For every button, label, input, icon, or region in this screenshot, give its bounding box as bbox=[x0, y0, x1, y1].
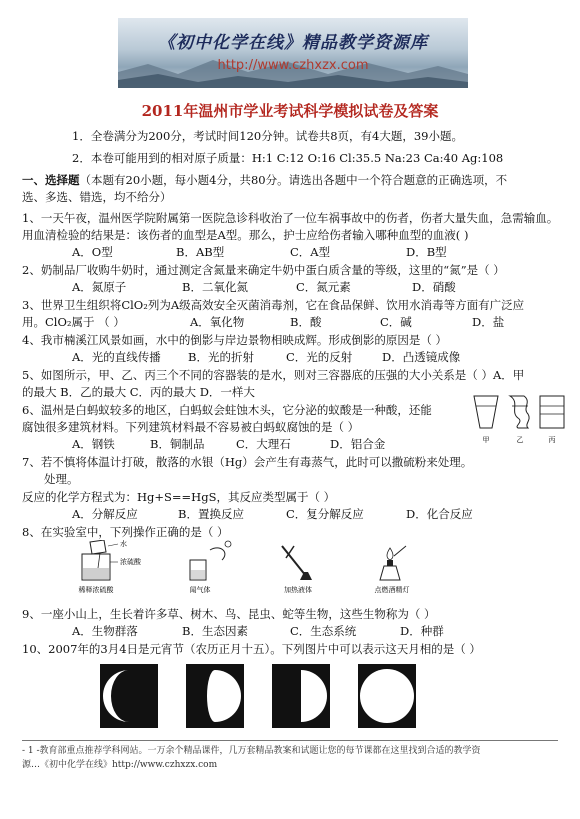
q6-option-d: D．铝合金 bbox=[330, 437, 386, 451]
q9-option-d: D．种群 bbox=[400, 624, 444, 638]
q8-label-water: 水 bbox=[120, 540, 127, 548]
note-2: 2．本卷可能用到的相对原子质量：H:1 C:12 O:16 Cl:35.5 Na:23 Ca:40 Ag:108 bbox=[72, 151, 504, 165]
header-banner bbox=[118, 18, 468, 88]
banner-url[interactable]: http://www.czhxzx.com bbox=[217, 58, 369, 73]
banner-title: 《初中化学在线》精品教学资源库 bbox=[158, 33, 428, 53]
q3-text-1: 3、世界卫生组织将ClO₂列为A级高效安全灭菌消毒剂，它在食品保鲜、饮用水消毒等方面有广泛应 bbox=[22, 298, 525, 312]
q7-text-3: 反应的化学方程式为：Hg+S==HgS，其反应类型属于（ ） bbox=[22, 490, 336, 504]
q3-option-c: C．碱 bbox=[380, 315, 412, 329]
q8-caption-a: 稀释浓硫酸 bbox=[78, 586, 114, 594]
q6-option-a: A．钢铁 bbox=[72, 437, 115, 451]
q7-text-2: 处理。 bbox=[44, 472, 79, 486]
footer-divider bbox=[22, 740, 558, 741]
q10-moon-phases-figure bbox=[100, 664, 420, 730]
section-1-instructions-2: 选、多选、错选，均不给分） bbox=[22, 190, 172, 204]
moon-phase-b-icon bbox=[186, 664, 244, 728]
q8-text-1: 8、在实验室中，下列操作正确的是（ ） bbox=[22, 525, 229, 539]
footer-line-2: 源…《初中化学在线》http://www.czhxzx.com bbox=[22, 760, 218, 770]
q1-option-a: A．O型 bbox=[72, 245, 113, 259]
q1-option-d: D．B型 bbox=[406, 245, 447, 259]
q7-option-a: A．分解反应 bbox=[72, 507, 138, 521]
q9-option-a: A．生物群落 bbox=[72, 624, 138, 638]
q7-option-c: C．复分解反应 bbox=[286, 507, 364, 521]
q9-text-1: 9、一座小山上，生长着许多草、树木、鸟、昆虫、蛇等生物，这些生物称为（ ） bbox=[22, 607, 436, 621]
q3-option-b: B．酸 bbox=[290, 315, 322, 329]
q6-text-2: 腐蚀很多建筑材料。下列建筑材料最不容易被白蚂蚁腐蚀的是（ ） bbox=[22, 420, 360, 434]
q6-option-c: C．大理石 bbox=[236, 437, 291, 451]
q5-label-yi: 乙 bbox=[516, 436, 524, 444]
footer-line-1: - 1 -教育部重点推荐学科网站。一万余个精品课件，几万套精品教案和试题让您的每节课都在这里找到合适的教学资 bbox=[22, 746, 481, 756]
q8-caption-d: 点燃酒精灯 bbox=[374, 586, 410, 594]
section-1-instructions: （本题有20小题，每小题4分，共80分。请选出各题中一个符合题意的正确选项，不 bbox=[79, 173, 508, 187]
q5-label-jia: 甲 bbox=[482, 436, 490, 444]
q4-text-1: 4、我市楠溪江风景如画，水中的倒影与岸边景物相映成辉。形成倒影的原因是（ ） bbox=[22, 333, 447, 347]
q2-text-1: 2、奶制品厂收购牛奶时，通过测定含氮量来确定牛奶中蛋白质含量的等级，这里的“氮”是（ ） bbox=[22, 263, 505, 277]
q8-caption-b: 闻气体 bbox=[189, 586, 211, 594]
q5-text-2: 的最大 B．乙的最大 C．丙的最大 D．一样大 bbox=[22, 385, 255, 399]
q9-option-b: B．生态因素 bbox=[182, 624, 248, 638]
q1-option-b: B．AB型 bbox=[176, 245, 225, 259]
section-1-label: 一、选择题 bbox=[22, 173, 80, 187]
q8-caption-c: 加热液体 bbox=[284, 586, 312, 594]
q7-option-d: D．化合反应 bbox=[406, 507, 473, 521]
q8-lab-operations-figure bbox=[60, 540, 440, 596]
q10-text-1: 10、2007年的3月4日是元宵节（农历正月十五）。下列图片中可以表示这天月相的是（ ） bbox=[22, 642, 481, 656]
q2-option-b: B．二氧化氮 bbox=[182, 280, 248, 294]
moon-phase-d-icon bbox=[358, 664, 416, 728]
document-title: 2011年温州市学业考试科学模拟试卷及答案 bbox=[141, 102, 439, 120]
q3-text-2: 用。ClO₂属于 （ ） bbox=[22, 315, 125, 329]
q1-text-1: 1、一天午夜，温州医学院附属第一医院急诊科收治了一位车祸事故中的伤者，伤者大量失血，急需输血。 bbox=[22, 211, 559, 225]
note-1: 1．全卷满分为200分，考试时间120分钟。试卷共8页，有4大题，39小题。 bbox=[72, 129, 463, 143]
section-1-heading bbox=[22, 172, 507, 188]
q5-text-1: 5、如图所示，甲、乙、丙三个不同的容器装的是水，则对三容器底的压强的大小关系是（ ）A．甲 bbox=[22, 368, 525, 382]
q8-label-acid: 浓硫酸 bbox=[120, 558, 141, 566]
q4-option-a: A．光的直线传播 bbox=[72, 350, 161, 364]
q5-containers-figure bbox=[470, 388, 570, 448]
alcohol-lamp-icon bbox=[375, 546, 410, 594]
heat-liquid-icon bbox=[282, 546, 312, 594]
q2-option-c: C．氮元素 bbox=[296, 280, 351, 294]
q1-option-c: C．A型 bbox=[290, 245, 331, 259]
q7-option-b: B．置换反应 bbox=[178, 507, 244, 521]
moon-phase-a-icon bbox=[100, 664, 158, 728]
q3-option-d: D．盐 bbox=[472, 315, 505, 329]
q2-option-a: A．氮原子 bbox=[72, 280, 127, 294]
q2-option-d: D．硝酸 bbox=[412, 280, 456, 294]
dilute-acid-icon bbox=[79, 540, 142, 594]
q5-label-bing: 丙 bbox=[548, 436, 556, 444]
q6-option-b: B．铜制品 bbox=[150, 437, 205, 451]
moon-phase-c-icon bbox=[272, 664, 330, 728]
q9-option-c: C．生态系统 bbox=[290, 624, 357, 638]
q1-text-2: 用血清检验的结果是：该伤者的血型是A型。那么，护士应给伤者输入哪种血型的血液( ) bbox=[22, 228, 469, 242]
q4-option-d: D．凸透镜成像 bbox=[382, 350, 461, 364]
q7-text-1: 7、若不慎将体温计打破，散落的水银（Hg）会产生有毒蒸气，此时可以撒硫粉来处理。 bbox=[22, 455, 473, 469]
smell-gas-icon bbox=[190, 541, 232, 594]
q4-option-b: B．光的折射 bbox=[188, 350, 254, 364]
q3-option-a: A．氧化物 bbox=[190, 315, 245, 329]
page-footer bbox=[22, 744, 562, 772]
q4-option-c: C．光的反射 bbox=[286, 350, 353, 364]
q6-text-1: 6、温州是白蚂蚁较多的地区，白蚂蚁会蛀蚀木头，它分泌的蚁酸是一种酸，还能 bbox=[22, 403, 432, 417]
